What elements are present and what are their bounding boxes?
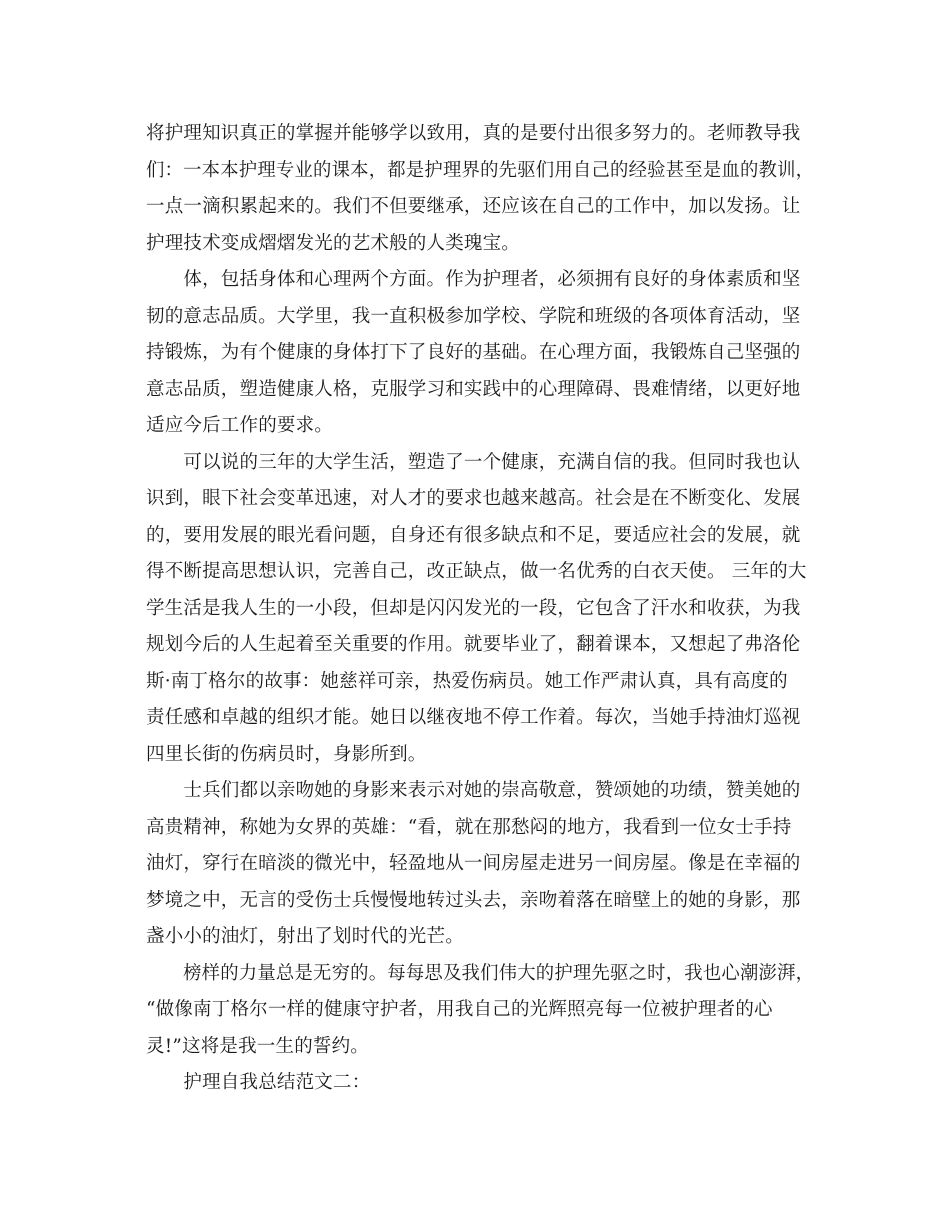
text-line: 责任感和卓越的组织才能。她日以继夜地不停工作着。每次，当她手持油灯巡视 <box>146 707 801 728</box>
text-line: 的，要用发展的眼光看问题，自身还有很多缺点和不足，要适应社会的发展，就 <box>146 524 801 546</box>
text-line: 适应今后工作的要求。 <box>146 415 334 436</box>
text-line: 四里长街的伤病员时，身影所到。 <box>146 743 427 765</box>
text-line: 韧的意志品质。大学里，我一直积极参加学校、学院和班级的各项体育活动，坚 <box>146 305 801 327</box>
text-line: 灵!”这将是我一生的誓约。 <box>146 1035 369 1057</box>
text-line: 士兵们都以亲吻她的身影来表示对她的崇高敬意，赞颂她的功绩，赞美她的 <box>146 780 801 801</box>
text-line: 持锻炼，为有个健康的身体打下了良好的基础。在心理方面，我锻炼自己坚强的 <box>146 342 801 363</box>
text-line: 将护理知识真正的掌握并能够学以致用，真的是要付出很多努力的。老师教导我 <box>146 123 801 144</box>
text-line: 盏小小的油灯，射出了划时代的光芒。 <box>146 926 464 947</box>
text-line: 梦境之中，无言的受伤士兵慢慢地转过头去，亲吻着落在暗壁上的她的身影，那 <box>146 889 801 911</box>
text-line: 一点一滴积累起来的。我们不但要继承，还应该在自己的工作中，加以发扬。让 <box>146 196 801 217</box>
document-body <box>146 116 814 1102</box>
text-line: 斯·南丁格尔的故事：她慈祥可亲，热爱伤病员。她工作严肃认真，具有高度的 <box>146 670 788 692</box>
text-line: “做像南丁格尔一样的健康守护者，用我自己的光辉照亮每一位被护理者的心 <box>146 999 773 1020</box>
text-line: 高贵精神，称她为女界的英雄：“看，就在那愁闷的地方，我看到一位女士手持 <box>146 816 792 838</box>
text-line: 识到，眼下社会变革迅速，对人才的要求也越来越高。社会是在不断变化、发展 <box>146 488 801 509</box>
text-line: 体，包括身体和心理两个方面。作为护理者，必须拥有良好的身体素质和坚 <box>146 269 801 290</box>
text-line: 意志品质，塑造健康人格，克服学习和实践中的心理障碍、畏难情绪，以更好地 <box>146 378 801 400</box>
text-line: 规划今后的人生起着至关重要的作用。就要毕业了，翻着课本，又想起了弗洛伦 <box>146 634 801 655</box>
text-line: 可以说的三年的大学生活，塑造了一个健康，充满自信的我。但同时我也认 <box>146 451 801 473</box>
text-line: 学生活是我人生的一小段，但却是闪闪发光的一段，它包含了汗水和收获，为我 <box>146 597 801 619</box>
text-line: 油灯，穿行在暗淡的微光中，轻盈地从一间房屋走进另一间房屋。像是在幸福的 <box>146 853 801 874</box>
text-line: 榜样的力量总是无穷的。每每思及我们伟大的护理先驱之时，我也心潮澎湃， <box>146 962 815 984</box>
text-line: 们：一本本护理专业的课本，都是护理界的先驱们用自己的经验甚至是血的教训， <box>146 159 815 181</box>
text-line: 护理自我总结范文二： <box>146 1072 371 1093</box>
text-line: 护理技术变成熠熠发光的艺术般的人类瑰宝。 <box>146 232 521 254</box>
text-line: 得不断提高思想认识，完善自己，改正缺点，做一名优秀的白衣天使。 三年的大 <box>146 561 807 582</box>
